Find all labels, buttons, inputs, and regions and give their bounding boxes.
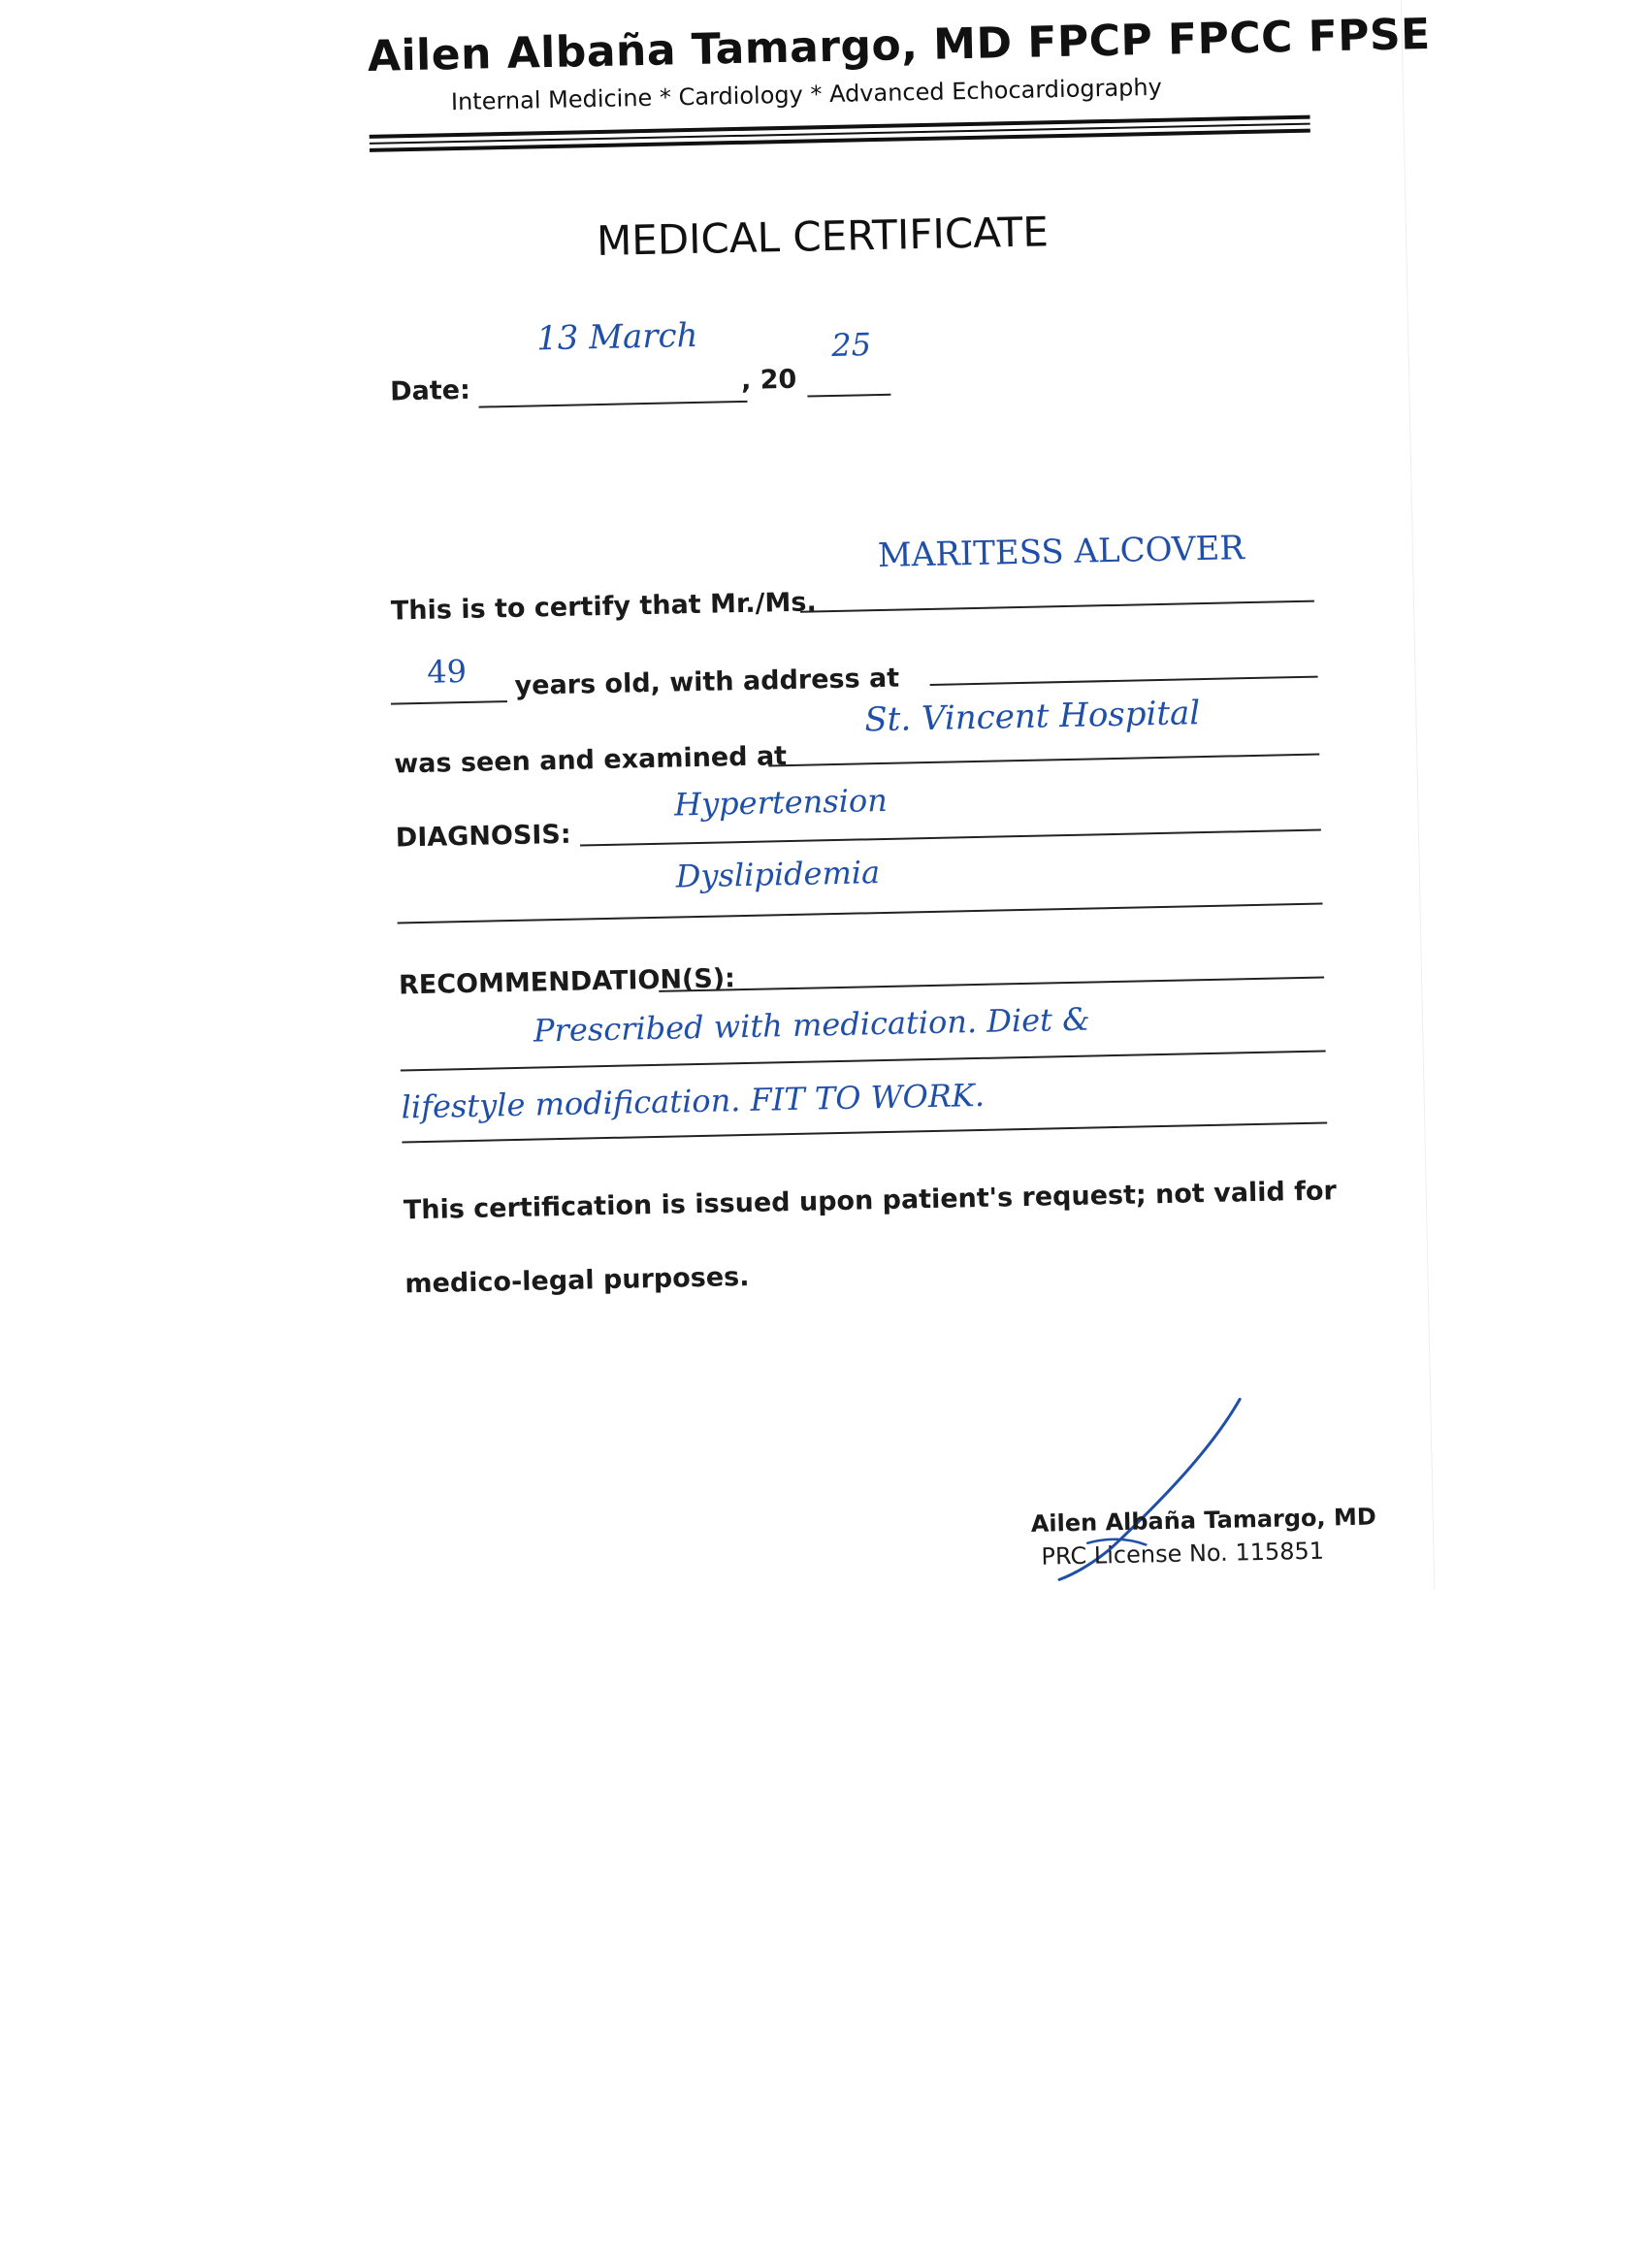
date-label: Date: xyxy=(389,374,471,407)
examined-line xyxy=(768,754,1319,767)
age-address-label: years old, with address at xyxy=(514,663,900,701)
diagnosis-value-1: Hypertension xyxy=(673,781,889,824)
diagnosis-label: DIAGNOSIS: xyxy=(395,819,571,854)
signatory-license: PRC License No. 115851 xyxy=(1041,1537,1325,1571)
date-line xyxy=(479,401,748,408)
patient-name-line xyxy=(800,600,1314,613)
disclaimer-line-1: This certification is issued upon patient's request; not valid for xyxy=(403,1176,1338,1226)
doctor-name-header: Ailen Albaña Tamargo, MD FPCP FPCC FPSE xyxy=(367,9,1432,81)
certify-label: This is to certify that Mr./Ms. xyxy=(390,587,817,627)
year-line xyxy=(807,394,890,398)
examined-label: was seen and examined at xyxy=(393,741,788,780)
patient-name-value: MARITESS ALCOVER xyxy=(877,529,1245,576)
certificate-title: MEDICAL CERTIFICATE xyxy=(596,208,1050,266)
certificate-sheet xyxy=(318,0,1435,1612)
disclaimer-line-2: medico-legal purposes. xyxy=(404,1261,750,1300)
age-line xyxy=(391,700,507,705)
signatory-name: Ailen Albaña Tamargo, MD xyxy=(1030,1503,1377,1538)
recommendation-value-1: Prescribed with medication. Diet & xyxy=(533,1000,1090,1050)
date-value: 13 March xyxy=(535,315,698,359)
specialties-line: Internal Medicine * Cardiology * Advanced Echocardiography xyxy=(450,73,1163,116)
age-value: 49 xyxy=(426,652,468,691)
diagnosis-line-2 xyxy=(398,903,1323,924)
diagnosis-line-1 xyxy=(580,829,1321,847)
recommendation-line-2 xyxy=(401,1050,1326,1071)
recommendation-label: RECOMMENDATION(S): xyxy=(398,963,736,1001)
recommendation-line-1 xyxy=(659,976,1324,991)
recommendation-value-2: lifestyle modification. FIT TO WORK. xyxy=(401,1076,986,1126)
examined-value: St. Vincent Hospital xyxy=(864,694,1201,740)
address-line xyxy=(930,676,1318,686)
year-value: 25 xyxy=(830,326,872,364)
diagnosis-value-2: Dyslipidemia xyxy=(675,854,881,895)
year-prefix: , 20 xyxy=(740,364,797,396)
recommendation-line-3 xyxy=(402,1121,1327,1143)
